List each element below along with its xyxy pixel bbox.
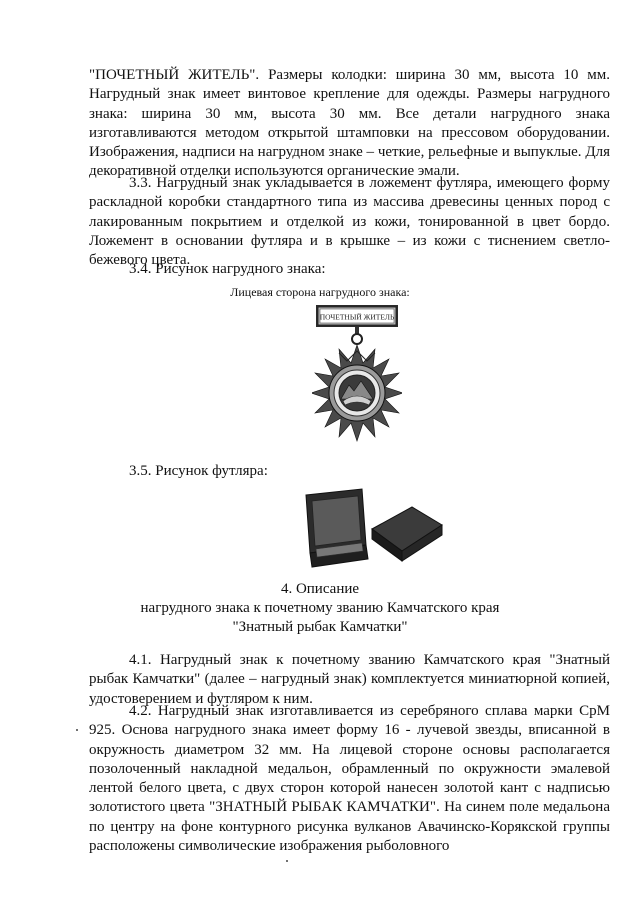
paragraph-4-2: 4.2. Нагрудный знак изготавливается из серебряного сплава марки СрМ 925. Основа нагрудного знака имеет форму 16 - лучевой звезды, вписанной в окружность диаметром 32 мм. На лицевой стороне основы располагается позолоченный накладной медальон, обрамленный по окружности эмалевой лентой белого цвета, с двух сторон которой нанесен золотой кант с надписью золотистого цвета "ЗНАТНЫЙ РЫБАК КАМЧАТКИ". На синем поле медальона по центру на фоне контурного рисунка вулканов Авачинско-Корякской группы расположены символические изображения рыболовного [89, 703, 610, 855]
case-image [300, 485, 445, 570]
label-3-5: 3.5. Рисунок футляра: [129, 463, 268, 479]
scan-speck [76, 729, 78, 731]
section-4-subtitle-2: "Знатный рыбак Камчатки" [232, 619, 408, 635]
badge-image [312, 303, 402, 451]
paragraph-top: "ПОЧЕТНЫЙ ЖИТЕЛЬ". Размеры колодки: ширина 30 мм, высота 10 мм. Нагрудный знак имеет винтовое крепление для одежды. Размеры нагрудного знака: ширина 30 мм, высота 30 мм. Все детали нагрудного знака изготавливаются методом открытой штамповки на прессовом оборудовании. Изображения, надписи на нагрудном знаке – четкие, рельефные и выпуклые. Для декоративной отделки используются органические эмали. [89, 67, 610, 180]
section-4-title: 4. Описание [280, 581, 360, 597]
badge-plaque-text: ПОЧЕТНЫЙ ЖИТЕЛЬ [319, 312, 395, 322]
caption-front-side: Лицевая сторона нагрудного знака: [230, 285, 410, 299]
label-3-4: 3.4. Рисунок нагрудного знака: [129, 261, 326, 277]
section-4-subtitle-1: нагрудного знака к почетному званию Камчатского края [140, 600, 500, 616]
scan-speck [286, 860, 288, 862]
paragraph-4-1: 4.1. Нагрудный знак к почетному званию Камчатского края "Знатный рыбак Камчатки" (далее – нагрудный знак) комплектуется миниатюрной копией, удостоверением и футляром к ним. [89, 652, 610, 707]
paragraph-3-3: 3.3. Нагрудный знак укладывается в ложемент футляра, имеющего форму раскладной коробки стандартного типа из массива древесины ценных пород с лакированным покрытием и отделкой из кожи, тонированной в цвет бордо. Ложемент в основании футляра и в крышке – из кожи с тиснением светло-бежевого цвета. [89, 175, 610, 269]
